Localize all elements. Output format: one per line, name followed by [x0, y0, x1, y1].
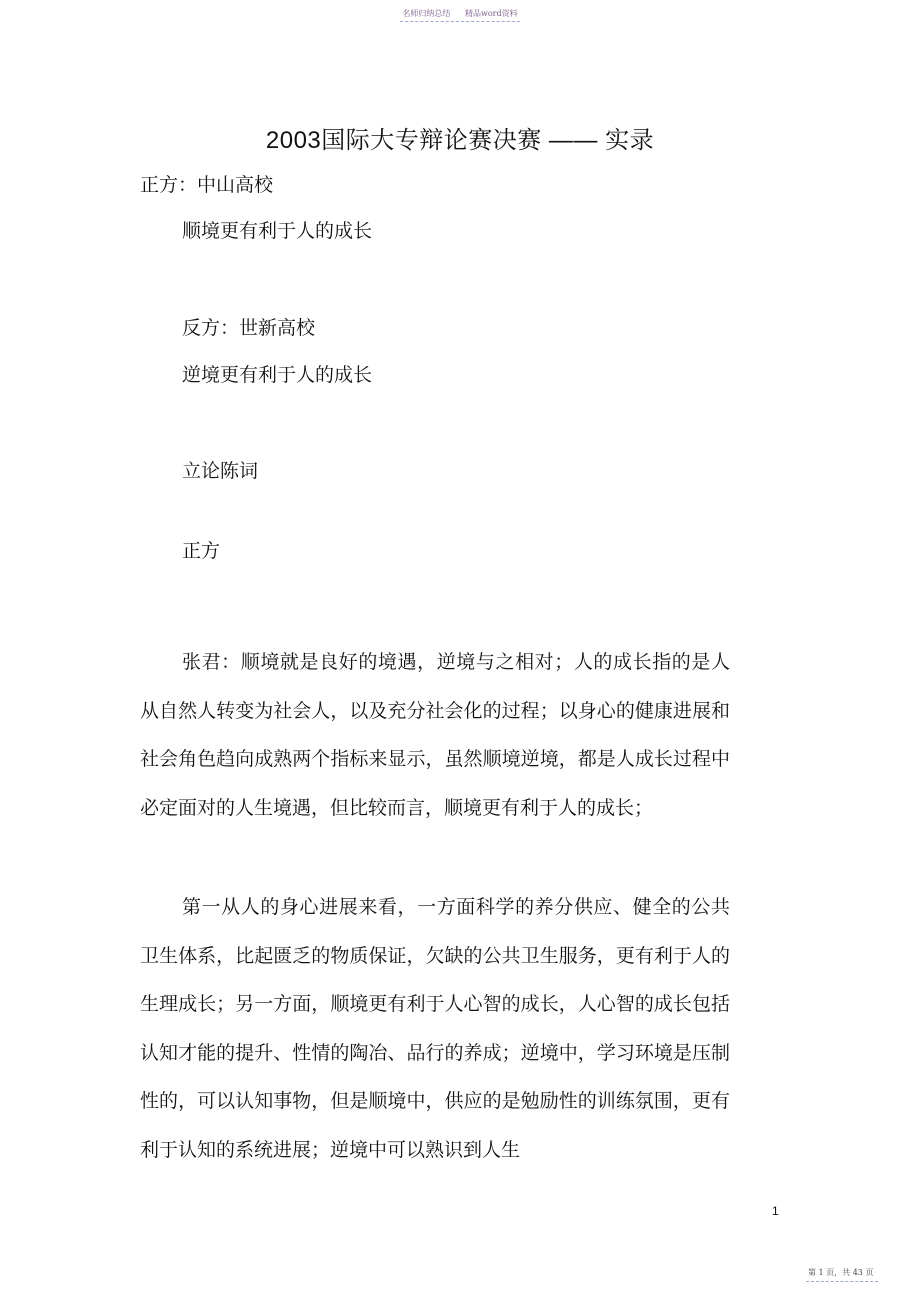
body-paragraph: 第一从人的身心进展来看，一方面科学的养分供应、健全的公共卫生体系，比起匮乏的物质保证，欠缺的公共卫生服务，更有利于人的生理成长；另一方面，顺境更有利于人心智的成长，人心智的成长包括认知才能的提升、性情的陶冶、品行的养成；逆境中，学习环境是压制性的，可以认知事物，但是顺境中，供应的是勉励性的训练氛围，更有利于认知的系统进展；逆境中可以熟识到人生	[140, 896, 730, 1161]
page-number: 1	[772, 1204, 779, 1218]
footer-divider	[806, 1281, 878, 1282]
affirmative-motion: 顺境更有利于人的成长	[182, 220, 373, 242]
document-title: 2003国际大专辩论赛决赛 —— 实录	[265, 127, 655, 154]
side-heading: 正方	[182, 540, 221, 562]
page-footer: 第 1 页，共 43 页	[808, 1268, 874, 1277]
negative-motion: 逆境更有利于人的成长	[182, 364, 373, 386]
page-header	[0, 8, 920, 19]
header-left-text: 名师归纳总结	[402, 9, 451, 18]
negative-team: 反方：世新高校	[182, 317, 316, 339]
header-right-text: 精品word资料	[464, 9, 518, 18]
body-paragraph: 张君：顺境就是良好的境遇，逆境与之相对；人的成长指的是人从自然人转变为社会人，以及充分社会化的过程；以身心的健康进展和社会角色趋向成熟两个指标来显示，虽然顺境逆境，都是人成长过程中必定面对的人生境遇，但比较而言，顺境更有利于人的成长；	[140, 651, 730, 819]
section-heading: 立论陈词	[182, 460, 259, 482]
affirmative-team: 正方：中山高校	[140, 174, 274, 196]
header-divider	[400, 21, 520, 22]
